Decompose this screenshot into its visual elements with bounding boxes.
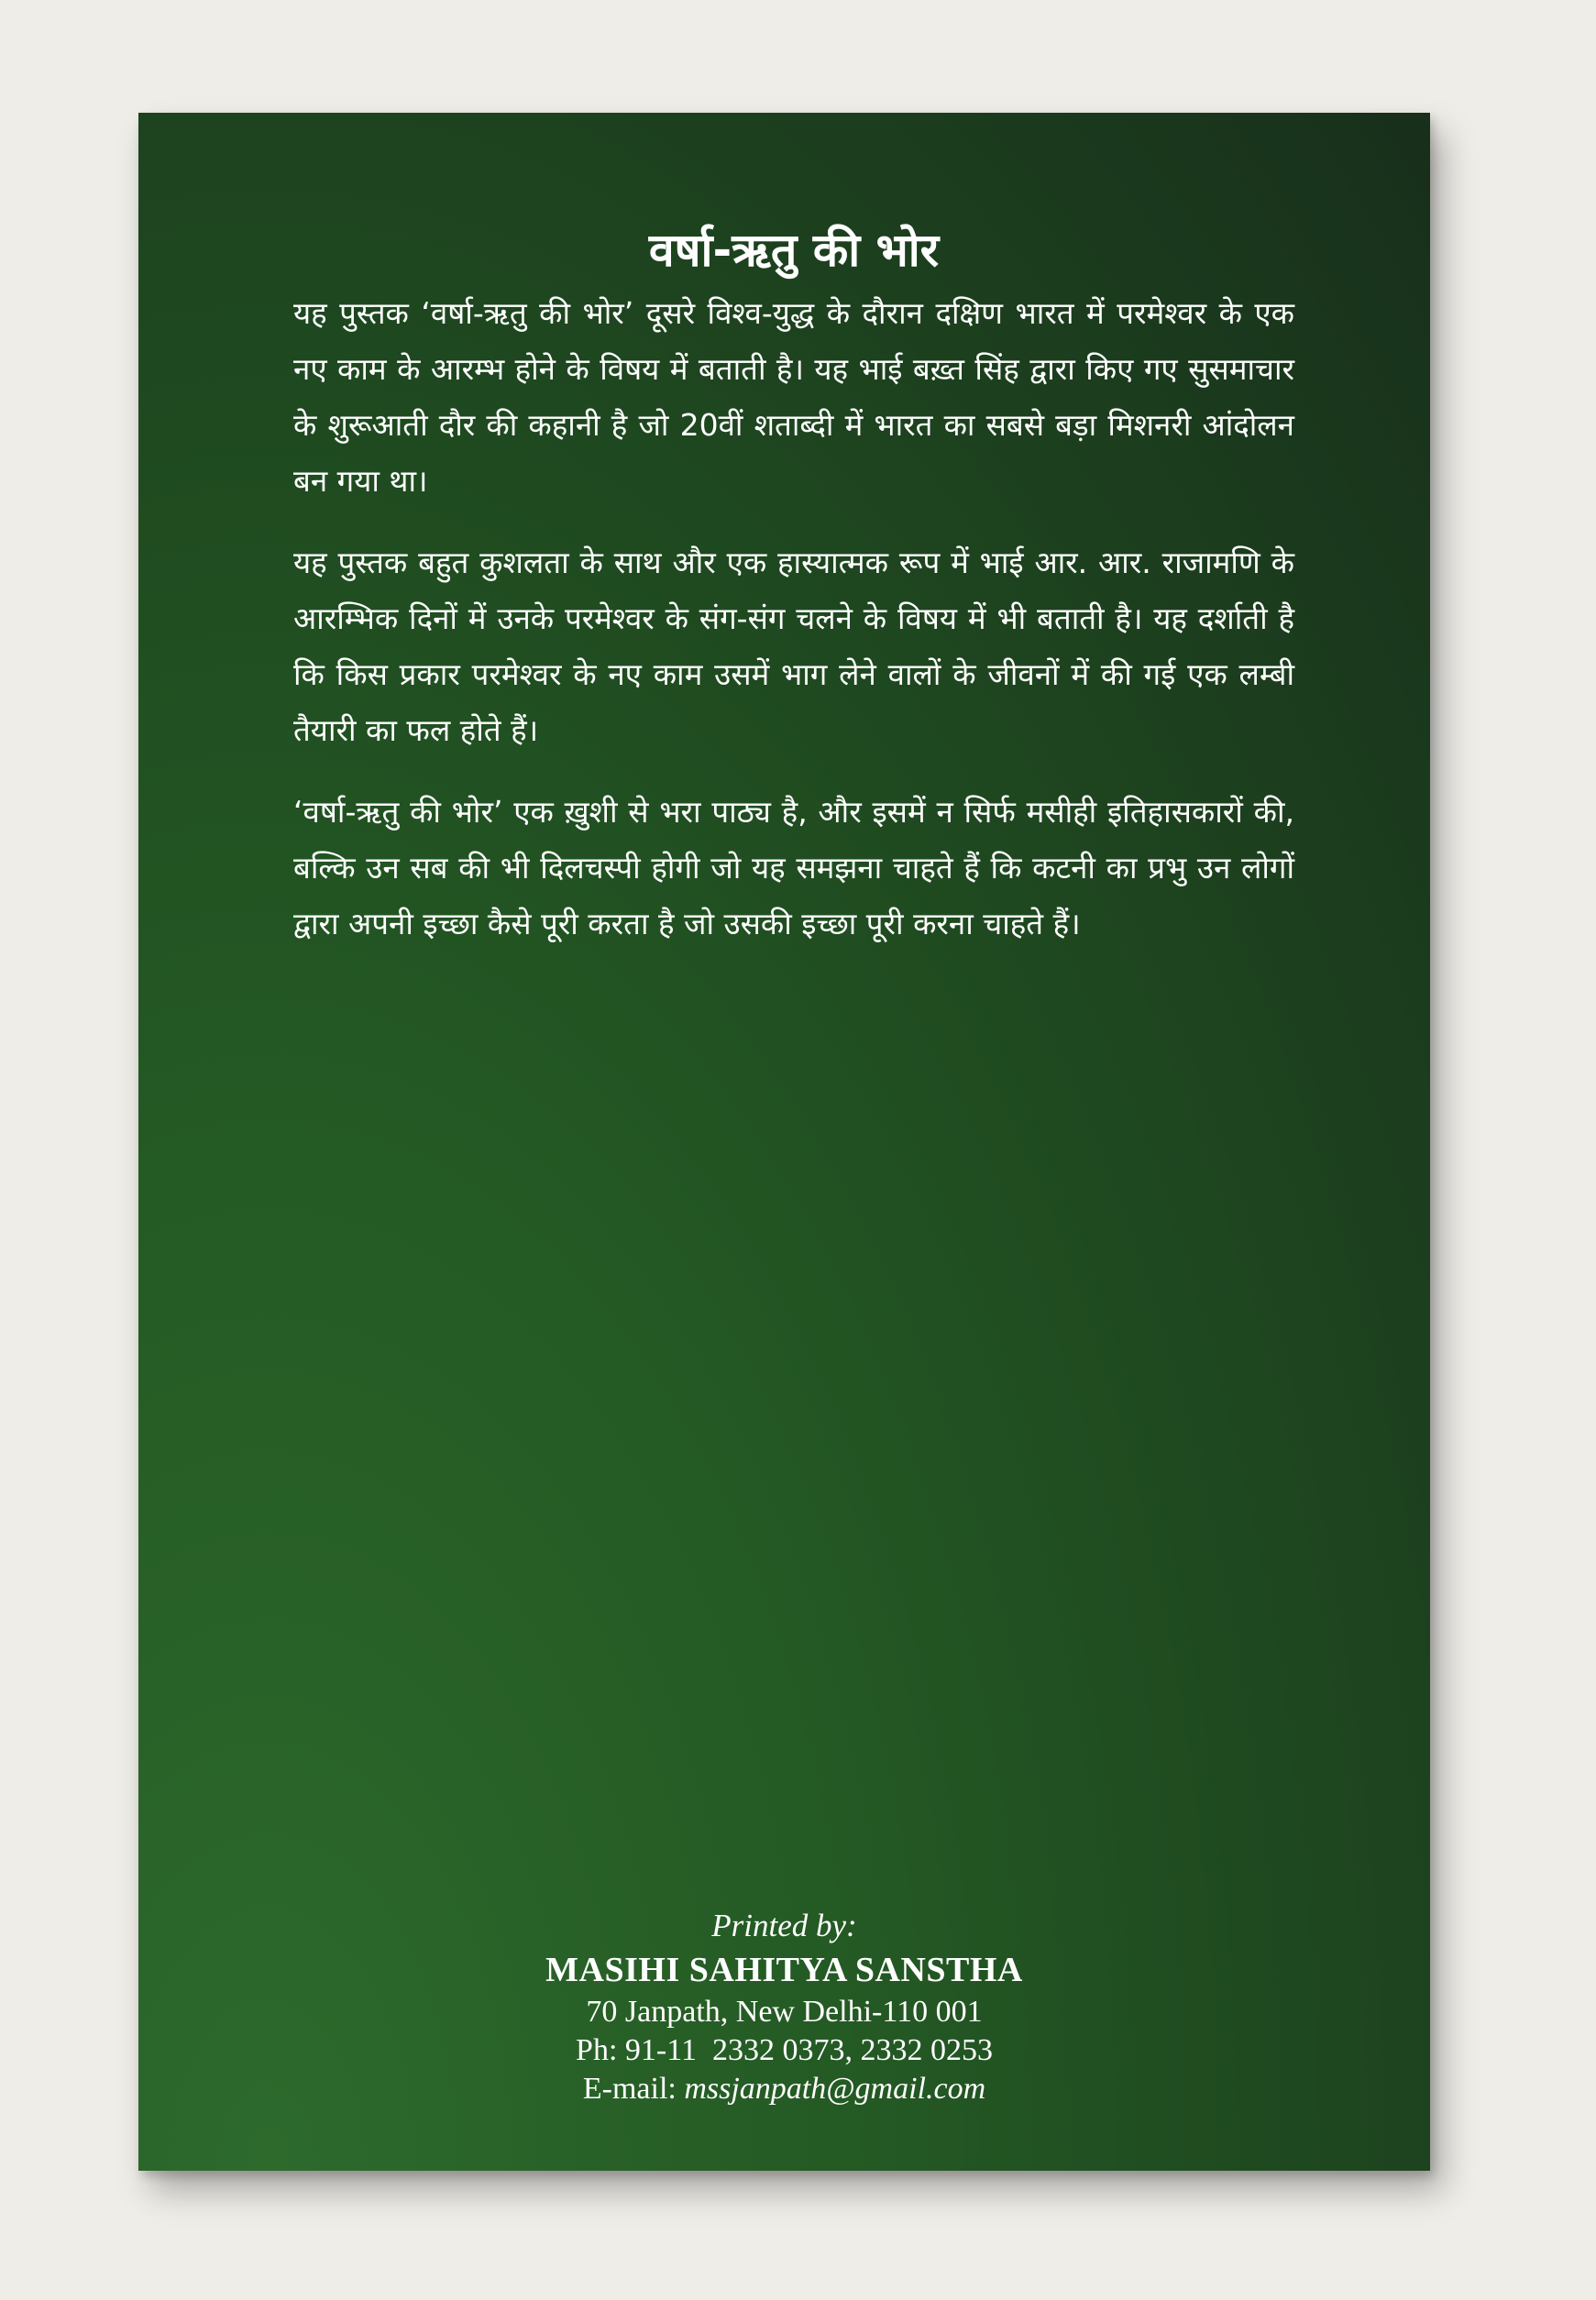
blurb-block xyxy=(293,223,1294,977)
blurb-paragraph-1: यह पुस्तक ‘वर्षा-ऋतु की भोर’ दूसरे विश्व-युद्ध के दौरान दक्षिण भारत में परमेश्वर के एक नए काम के आरम्भ होने के विषय में बताती है। यह भाई बख़्त सिंह द्वारा किए गए सुसमाचार के शुरूआती दौर की कहानी है जो 20वीं शताब्दी में भारत का सबसे बड़ा मिशनरी आंदोलन बन गया था। xyxy=(293,295,1294,499)
book-title: वर्षा-ऋतु की भोर xyxy=(648,224,940,277)
email-label: E-mail: xyxy=(582,2072,685,2106)
book-back-cover xyxy=(138,113,1430,2171)
publisher-phone: Ph: 91-11 2332 0373, 2332 0253 xyxy=(576,2033,993,2067)
publisher-address: 70 Janpath, New Delhi-110 001 xyxy=(586,1995,983,2029)
blurb-paragraph-3: ‘वर्षा-ऋतु की भोर’ एक ख़ुशी से भरा पाठ्य है, और इसमें न सिर्फ मसीही इतिहासकारों की, बल्कि उन सब की भी दिलचस्पी होगी जो यह समझना चाहते हैं कि कटनी का प्रभु उन लोगों द्वारा अपनी इच्छा कैसे पूरी करता है जो उसकी इच्छा पूरी करना चाहते हैं। xyxy=(293,794,1294,941)
email-address: mssjanpath@gmail.com xyxy=(684,2072,986,2106)
publisher-name: MASIHI SAHITYA SANSTHA xyxy=(545,1951,1023,1989)
blurb-paragraph-2: यह पुस्तक बहुत कुशलता के साथ और एक हास्यात्मक रूप में भाई आर. आर. राजामणि के आरम्भिक दिनों में उनके परमेश्वर के संग-संग चलने के विषय में भी बताती है। यह दर्शाती है कि किस प्रकार परमेश्वर के नए काम उसमें भाग लेने वालों के जीवनों में की गई एक लम्बी तैयारी का फल होते हैं। xyxy=(293,545,1294,748)
publisher-email-line xyxy=(138,2070,1430,2108)
publisher-imprint xyxy=(138,1905,1430,2108)
printed-by-label: Printed by: xyxy=(711,1908,857,1943)
